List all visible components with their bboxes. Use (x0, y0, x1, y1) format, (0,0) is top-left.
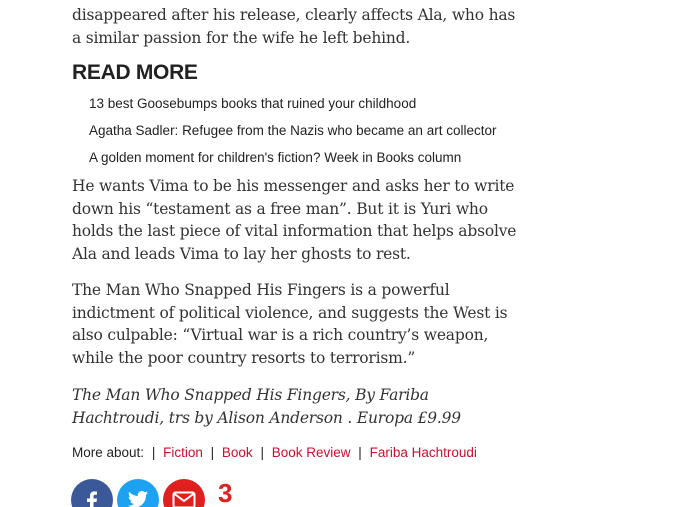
tag-link-fiction[interactable]: Fiction (163, 445, 203, 460)
read-more-item[interactable] (89, 149, 529, 176)
email-icon (172, 491, 196, 507)
facebook-icon (82, 489, 102, 507)
twitter-share-button[interactable] (117, 479, 159, 507)
tag-link-book[interactable]: Book (221, 445, 253, 460)
article-paragraph: disappeared after his release, clearly affects Ala, who has a similar passion for the wife he left behind. (72, 6, 516, 47)
read-more-heading: READ MORE (72, 61, 198, 84)
article-paragraph: He wants Vima to be his messenger and asks her to write down his “testament as a free man”. But it is Yuri who holds the last piece of vital information that helps absolve Ala and leads Vima to lay her ghosts to rest. (72, 177, 517, 263)
more-about-tags (72, 445, 477, 460)
email-share-button[interactable] (163, 479, 205, 507)
facebook-share-button[interactable] (71, 479, 113, 507)
tag-separator: | (210, 445, 215, 460)
read-more-list (89, 95, 529, 176)
tag-separator: | (358, 445, 362, 460)
twitter-icon (127, 490, 149, 507)
share-count: 3 (218, 478, 233, 507)
read-more-link[interactable]: 13 best Goosebumps books that ruined your childhood (89, 96, 417, 111)
more-about-label: More about: (72, 445, 145, 460)
read-more-link[interactable]: Agatha Sadler: Refugee from the Nazis who became an art collector (89, 123, 497, 138)
article-paragraph: The Man Who Snapped His Fingers is a powerful indictment of political violence, and suggests the West is also culpable: “Virtual war is a rich country’s weapon, while the poor country resorts to terrorism.” (72, 281, 508, 367)
read-more-link[interactable]: A golden moment for children's fiction? Week in Books column (89, 150, 462, 165)
read-more-item[interactable] (89, 122, 529, 149)
tag-link-fariba-hachtroudi[interactable]: Fariba Hachtroudi (369, 445, 477, 460)
tag-separator: | (260, 445, 264, 460)
tag-link-book-review[interactable]: Book Review (271, 445, 351, 460)
tag-separator: | (151, 445, 156, 460)
read-more-item[interactable] (89, 95, 529, 122)
book-credits: The Man Who Snapped His Fingers, By Fariba Hachtroudi, trs by Alison Anderson . Europa £9.99 (72, 386, 461, 427)
